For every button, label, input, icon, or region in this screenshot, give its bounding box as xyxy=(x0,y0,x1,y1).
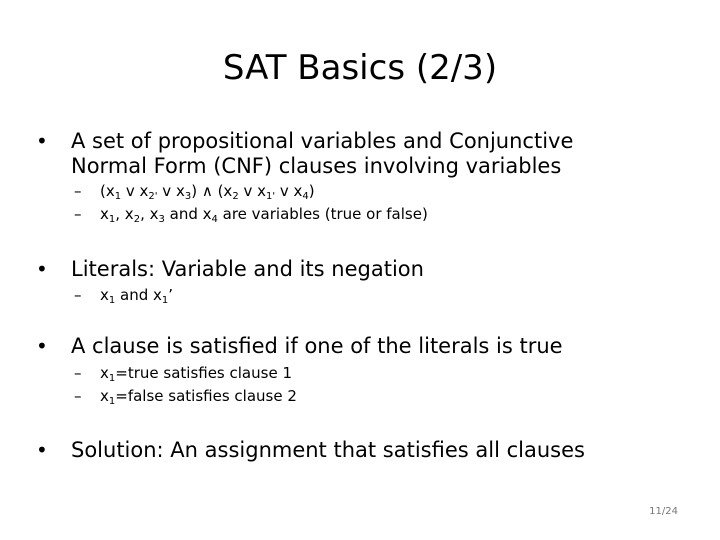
bullet-2 xyxy=(36,257,636,282)
bullet-4 xyxy=(36,438,636,463)
bullet-marker: • xyxy=(36,334,48,358)
cnf-formula: ($x_1$ v $x_{2'}$ v $x_3$) ∧ ($x_2$ v $x_{1'}$ v $x_4$) xyxy=(100,182,315,202)
sub-marker: – xyxy=(74,182,82,200)
bullet-3 xyxy=(36,334,636,359)
bullet-1-sub-2 xyxy=(74,205,674,224)
slide-number: 11/24 xyxy=(649,506,678,517)
bullet-3-sub-1 xyxy=(74,364,674,383)
bullet-2-sub-1 xyxy=(74,286,674,305)
literals-example: $x_1$ and $x_1$’ xyxy=(100,286,174,306)
bullet-1-text: A set of propositional variables and Conjunctive Normal Form (CNF) clauses involving variables xyxy=(71,129,574,178)
bullet-marker: • xyxy=(36,129,48,153)
bullet-3-text: A clause is satisfied if one of the literals is true xyxy=(71,334,563,358)
bullet-marker: • xyxy=(36,257,48,281)
sub-marker: – xyxy=(74,387,82,405)
slide-title: SAT Basics (2/3) xyxy=(222,48,498,88)
variables-description: $x_1$, $x_2$, $x_3$ and $x_4$ are variables (true or false) xyxy=(100,205,428,225)
bullet-2-text: Literals: Variable and its negation xyxy=(71,257,424,281)
clause-1-example: $x_1=true$ satisfies clause 1 xyxy=(100,364,292,384)
bullet-marker: • xyxy=(36,438,48,462)
bullet-3-sub-2 xyxy=(74,387,674,406)
sub-marker: – xyxy=(74,205,82,223)
sub-marker: – xyxy=(74,364,82,382)
bullet-1 xyxy=(36,129,636,179)
clause-2-example: $x_1=false$ satisfies clause 2 xyxy=(100,387,297,407)
bullet-4-text: Solution: An assignment that satisfies all clauses xyxy=(71,438,585,462)
sub-marker: – xyxy=(74,286,82,304)
bullet-1-sub-1 xyxy=(74,182,674,201)
